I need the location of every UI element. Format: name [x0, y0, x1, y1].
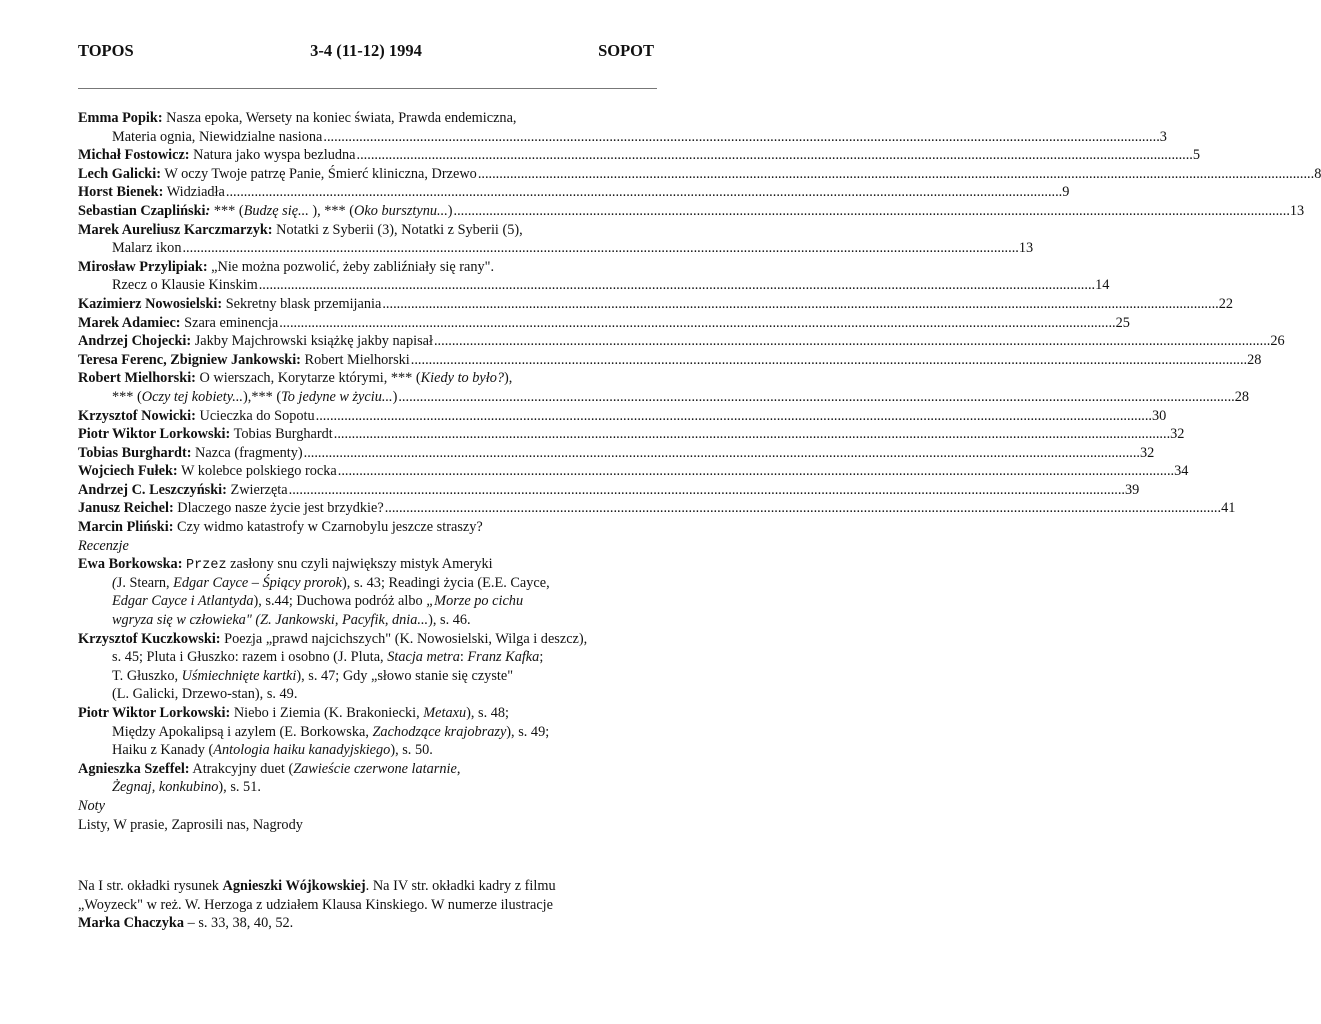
leader-dots: ..........................................................................................................................................................................................................................................: [382, 295, 1219, 312]
toc-title: Robert Mielhorski: [300, 351, 410, 368]
toc-title: Malarz ikon: [112, 240, 182, 257]
cover-note: [78, 877, 655, 933]
toc-title: ), *** (: [308, 202, 355, 219]
cover-note-artist: Agnieszki Wójkowskiej: [222, 878, 366, 894]
toc-page: 26: [1270, 333, 1285, 350]
page-header: [78, 42, 654, 66]
toc-entry: [78, 202, 1305, 221]
toc-title-italic: Oczy tej kobiety...: [141, 388, 244, 405]
toc-author: Marcin Pliński:: [78, 519, 174, 536]
review-entry-continuation: [78, 667, 655, 686]
review-text: (L. Galicki, Drzewo-stan), s. 49.: [112, 686, 298, 703]
cover-note-text: . Na IV str. okładki kadry z filmu: [365, 878, 556, 894]
review-entry-continuation: [78, 741, 655, 760]
toc-entry: [78, 332, 1285, 351]
leader-dots: ..........................................................................................................................................................................................................................................: [279, 314, 1116, 331]
toc-author: Janusz Reichel:: [78, 500, 174, 517]
toc-title: *** (: [210, 202, 244, 219]
cover-note-line: [78, 896, 655, 915]
toc-title: Notatki z Syberii (3), Notatki z Syberii (5),: [272, 221, 523, 238]
toc-title: W oczy Twoje patrzę Panie, Śmierć kliniczna, Drzewo: [161, 165, 477, 182]
toc-page: 13: [1018, 240, 1034, 257]
review-text: ), s. 51.: [218, 779, 261, 796]
toc-title: ),*** (: [243, 388, 282, 405]
review-author: Ewa Borkowska:: [78, 556, 183, 573]
toc-entry: [78, 499, 1236, 518]
toc-title: ): [392, 388, 398, 405]
toc-entry: [78, 258, 655, 277]
review-text: ), s. 43; Readingi życia (E.E. Cayce,: [342, 574, 550, 591]
noty-items: [78, 816, 655, 835]
toc-entry: [78, 109, 655, 128]
leader-dots: ..........................................................................................................................................................................................................................................: [337, 463, 1175, 480]
leader-dots: ..........................................................................................................................................................................................................................................: [398, 388, 1235, 405]
issue-number: 3-4 (11-12) 1994: [310, 41, 422, 60]
toc-page: 41: [1221, 500, 1236, 517]
review-title: Atrakcyjny duet (: [189, 760, 294, 777]
toc-author: Marek Aureliusz Karczmarzyk:: [78, 221, 273, 238]
section-heading-recenzje: [78, 537, 655, 556]
toc-entry: [78, 369, 655, 388]
review-text-italic: (: [112, 574, 117, 591]
toc-title: Dlaczego nasze życie jest brzydkie?: [173, 500, 384, 517]
leader-dots: ..........................................................................................................................................................................................................................................: [303, 444, 1140, 461]
toc-entry: [78, 407, 1167, 426]
toc-entry: [78, 314, 1130, 333]
toc-entry: [78, 183, 1070, 202]
review-entry-continuation: [78, 611, 655, 630]
toc-entry: [78, 165, 1321, 184]
review-text: ), s. 49;: [506, 723, 550, 740]
toc-page: 8: [1314, 165, 1321, 182]
toc-title: Nasza epoka, Wersety na koniec świata, Prawda endemiczna,: [162, 110, 517, 126]
toc-title: ),: [504, 370, 513, 387]
toc-title: Zwierzęta: [226, 481, 288, 498]
review-text-italic: Uśmiechnięte kartki: [181, 667, 297, 684]
toc-title-italic: Budzę się...: [243, 202, 309, 219]
leader-dots: ..........................................................................................................................................................................................................................................: [333, 426, 1171, 443]
review-text-italic: Zawieście czerwone latarnie: [293, 760, 457, 777]
toc-title: Nazca (fragmenty): [191, 444, 303, 461]
toc-page: 32: [1170, 426, 1185, 443]
toc-page: 28: [1247, 351, 1262, 368]
review-entry-continuation: [78, 574, 655, 593]
toc-title-italic: To jedyne w życiu...: [281, 388, 393, 405]
toc-title: Widziadła: [163, 184, 225, 201]
toc-title: Jakby Majchrowski książkę jakby napisał: [191, 333, 433, 350]
review-entry: [78, 630, 655, 649]
review-text-italic: Zachodzące krajobrazy: [372, 723, 507, 740]
review-entry: [78, 760, 655, 779]
toc-author: Wojciech Fułek:: [78, 463, 178, 480]
toc-author: Michał Fostowicz:: [78, 147, 190, 164]
toc-entry: [78, 425, 1185, 444]
toc-entry-continuation: [78, 239, 1034, 258]
review-text-italic: Franz Kafka: [467, 649, 540, 666]
review-text-italic: Żegnaj, konkubino: [112, 779, 219, 796]
toc-entry: [78, 221, 655, 240]
toc-title: Szara eminencja: [180, 314, 279, 331]
toc-title-italic: Kiedy to było?: [420, 370, 505, 387]
review-text-italic: Stacja metra: [387, 649, 460, 666]
toc-entry: [78, 462, 1189, 481]
toc-author: Robert Mielhorski:: [78, 370, 196, 387]
toc-entry-continuation: [78, 276, 1110, 295]
review-title: Niebo i Ziemia (K. Brakoniecki,: [230, 705, 424, 721]
review-entry-continuation: [78, 592, 655, 611]
toc-author: Mirosław Przylipiak:: [78, 258, 208, 275]
leader-dots: ..........................................................................................................................................................................................................................................: [410, 351, 1248, 368]
toc-entry: [78, 146, 1201, 165]
toc-page: 5: [1192, 147, 1201, 164]
toc-title: Czy widmo katastrofy w Czarnobylu jeszcze straszy?: [173, 519, 483, 536]
review-entry: [78, 555, 655, 574]
table-of-contents: [78, 109, 1321, 834]
review-text-italic: Edgar Cayce – Śpiący prorok: [173, 574, 343, 591]
toc-title-italic: Oko bursztynu...: [354, 202, 448, 219]
review-text: T. Głuszko,: [112, 667, 182, 684]
cover-note-text: – s. 33, 38, 40, 52.: [184, 915, 294, 932]
leader-dots: ..........................................................................................................................................................................................................................................: [288, 481, 1126, 498]
review-text: s. 45; Pluta i Głuszko: razem i osobno (J. Pluta,: [112, 649, 388, 666]
section-heading: Noty: [78, 797, 106, 814]
cover-note-artist: Marka Chaczyka: [78, 915, 185, 932]
toc-author: Emma Popik:: [78, 110, 163, 126]
review-text: ;: [539, 649, 544, 666]
toc-title: Materia ognia, Niewidzialne nasiona: [112, 128, 323, 145]
leader-dots: ..........................................................................................................................................................................................................................................: [384, 500, 1222, 517]
review-text-italic: Edgar Cayce i Atlantyda: [112, 593, 254, 610]
leader-dots: ..........................................................................................................................................................................................................................................: [323, 128, 1160, 145]
toc-title: Natura jako wyspa bezludna: [189, 147, 356, 164]
review-text: ), s.44; Duchowa podróż albo: [253, 593, 427, 610]
review-entry-continuation: [78, 648, 655, 667]
toc-page: 3: [1159, 128, 1167, 145]
leader-dots: ..........................................................................................................................................................................................................................................: [182, 240, 1019, 257]
toc-entry: [78, 444, 1155, 463]
review-title: Poezja „prawd najcichszych" (K. Nowosielski, Wilga i deszcz),: [220, 630, 588, 647]
leader-dots: ..........................................................................................................................................................................................................................................: [315, 407, 1153, 424]
review-author: Krzysztof Kuczkowski:: [78, 630, 221, 647]
toc-entry: [78, 518, 655, 537]
toc-title: „Nie można pozwolić, żeby zabliźniały się rany".: [207, 258, 495, 275]
toc-entry: [78, 481, 1140, 500]
toc-author: Kazimierz Nowosielski:: [78, 295, 223, 312]
review-text: :: [459, 649, 468, 666]
toc-page: 39: [1125, 481, 1140, 498]
cover-note-line: [78, 914, 655, 933]
toc-title: W kolebce polskiego rocka: [177, 463, 337, 480]
review-entry-continuation: [78, 723, 655, 742]
review-text: Między Apokalipsą i azylem (E. Borkowska,: [112, 723, 373, 740]
toc-entry-continuation: [78, 128, 1167, 147]
toc-author: Lech Galicki:: [78, 165, 161, 182]
toc-page: 13: [1289, 202, 1305, 219]
toc-title: *** (: [112, 388, 142, 405]
review-entry: [78, 704, 655, 723]
review-entry-continuation: [78, 685, 655, 704]
cover-note-text: Na I str. okładki rysunek: [78, 878, 223, 894]
section-heading-noty: [78, 797, 655, 816]
toc-title: Sekretny blask przemijania: [222, 295, 382, 312]
toc-page: 9: [1062, 184, 1070, 201]
toc-author: Andrzej Chojecki:: [78, 333, 192, 350]
toc-author: Krzysztof Nowicki:: [78, 407, 196, 424]
section-heading: Recenzje: [78, 537, 129, 554]
leader-dots: ..........................................................................................................................................................................................................................................: [477, 165, 1315, 182]
cover-note-line: [78, 877, 655, 896]
header-divider: [78, 88, 657, 89]
review-text-italic: „Morze po cichu: [426, 593, 524, 610]
review-title-mono: Przez: [186, 558, 227, 574]
leader-dots: ..........................................................................................................................................................................................................................................: [356, 147, 1193, 164]
toc-page: 28: [1234, 388, 1250, 405]
leader-dots: ..........................................................................................................................................................................................................................................: [258, 277, 1096, 294]
toc-author: Marek Adamiec:: [78, 314, 181, 331]
leader-dots: ..........................................................................................................................................................................................................................................: [453, 202, 1290, 219]
toc-author: Piotr Wiktor Lorkowski:: [78, 426, 231, 443]
review-text: ), s. 46.: [428, 612, 471, 629]
city: SOPOT: [598, 41, 654, 60]
magazine-title: TOPOS: [78, 41, 134, 60]
leader-dots: ..........................................................................................................................................................................................................................................: [225, 184, 1063, 201]
review-text: ), s. 50.: [390, 742, 433, 759]
toc-title: Ucieczka do Sopotu: [195, 407, 315, 424]
toc-title: Tobias Burghardt: [230, 426, 333, 443]
review-text: J. Stearn,: [116, 574, 174, 591]
toc-author: Andrzej C. Leszczyński:: [78, 481, 227, 498]
toc-entry: [78, 295, 1234, 314]
toc-entry: [78, 351, 1262, 370]
review-author: Piotr Wiktor Lorkowski:: [78, 705, 231, 721]
toc-page: 30: [1152, 407, 1167, 424]
toc-page: 25: [1115, 314, 1130, 331]
review-text-italic: Metaxu: [423, 705, 467, 721]
toc-author: Sebastian Czapliński: [78, 202, 206, 219]
toc-title: O wierszach, Korytarze którymi, *** (: [195, 370, 421, 387]
toc-entry-continuation: [78, 388, 1250, 407]
review-text: ), s. 48;: [466, 705, 509, 721]
review-text-italic: wgryza się w człowieka" (Z. Jankowski, Pacyfik, dnia...: [112, 612, 429, 629]
toc-author: Teresa Ferenc, Zbigniew Jankowski:: [78, 351, 301, 368]
toc-title: Rzecz o Klausie Kinskim: [112, 277, 258, 294]
toc-author: Tobias Burghardt:: [78, 444, 192, 461]
leader-dots: ..........................................................................................................................................................................................................................................: [433, 333, 1271, 350]
cover-note-text: „Woyzeck" w reż. W. Herzoga z udziałem Klausa Kinskiego. W numerze ilustracje: [78, 896, 553, 913]
toc-page: 22: [1218, 295, 1234, 312]
review-text-italic: Antologia haiku kanadyjskiego: [213, 742, 391, 759]
toc-page: 34: [1174, 463, 1189, 480]
noty-list: Listy, W prasie, Zaprosili nas, Nagrody: [78, 816, 303, 833]
toc-page: 14: [1095, 277, 1110, 294]
toc-colon: :: [205, 202, 211, 219]
toc-page: 32: [1140, 444, 1155, 461]
review-text: Haiku z Kanady (: [112, 742, 214, 759]
review-text: ), s. 47; Gdy „słowo stanie się czyste": [296, 667, 514, 684]
review-author: Agnieszka Szeffel:: [78, 760, 190, 777]
review-title: zasłony snu czyli największy mistyk Ameryki: [226, 556, 493, 573]
review-entry-continuation: [78, 778, 655, 797]
review-text: ,: [456, 760, 461, 777]
toc-title: ): [447, 202, 453, 219]
toc-author: Horst Bienek:: [78, 184, 164, 201]
